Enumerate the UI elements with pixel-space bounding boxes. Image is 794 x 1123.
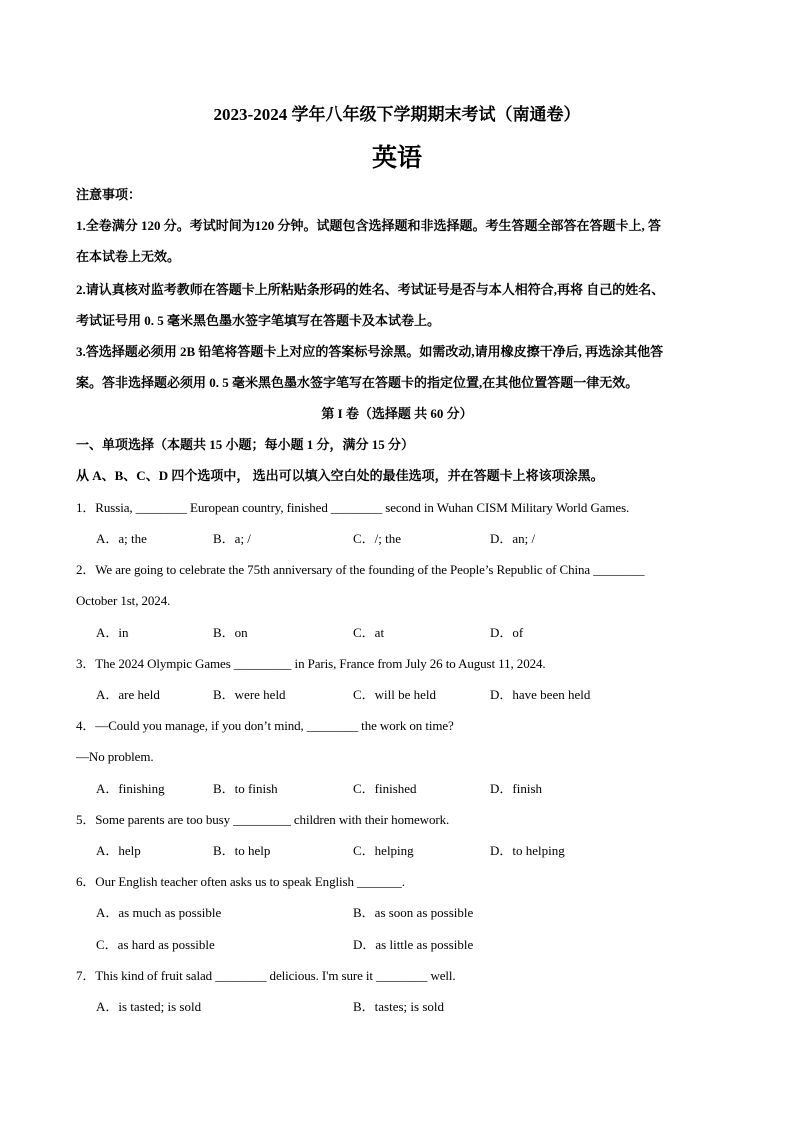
- q6-option-c[interactable]: C．as hard as possible: [96, 937, 215, 952]
- q5-option-c[interactable]: C．helping: [353, 843, 414, 858]
- question-6-stem: 6．Our English teacher often asks us to speak English _______.: [76, 874, 405, 889]
- question-2-stem-cont: October 1st, 2024.: [76, 593, 171, 608]
- q3-option-a[interactable]: A．are held: [96, 687, 160, 702]
- q6-option-d[interactable]: D．as little as possible: [353, 937, 474, 952]
- q5-option-d[interactable]: D．to helping: [490, 843, 565, 858]
- q3-option-b[interactable]: B．were held: [213, 687, 286, 702]
- notice-item-1: 1.全卷满分 120 分。考试时间为120 分钟。试题包含选择题和非选择题。考生答题全部答在答题卡上, 答: [76, 218, 662, 233]
- q5-option-b[interactable]: B．to help: [213, 843, 271, 858]
- q3-option-d[interactable]: D．have been held: [490, 687, 591, 702]
- notice-item-1-cont: 在本试卷上无效。: [76, 249, 181, 264]
- q5-option-a[interactable]: A．help: [96, 843, 141, 858]
- q1-option-c[interactable]: C．/; the: [353, 531, 402, 546]
- q6-option-a[interactable]: A．as much as possible: [96, 905, 222, 920]
- section-instruction: 从 A、B、C、D 四个选项中， 选出可以填入空白处的最佳选项，并在答题卡上将该项涂黑。: [76, 468, 604, 483]
- q4-option-d[interactable]: D．finish: [490, 781, 543, 796]
- q6-option-b[interactable]: B．as soon as possible: [353, 905, 474, 920]
- notice-item-2-cont: 考试证号用 0. 5 毫米黑色墨水签字笔填写在答题卡及本试卷上。: [76, 313, 441, 328]
- notice-item-3: 3.答选择题必须用 2B 铅笔将答题卡上对应的答案标号涂黑。如需改动,请用橡皮擦干净后, 再选涂其他答: [76, 344, 664, 359]
- notice-item-3-cont: 案。答非选择题必须用 0. 5 毫米黑色墨水签字笔写在答题卡的指定位置,在其他位置答题一律无效。: [76, 375, 639, 390]
- q4-option-b[interactable]: B．to finish: [213, 781, 278, 796]
- question-5-stem: 5．Some parents are too busy _________ children with their homework.: [76, 812, 450, 827]
- question-4-response: —No problem.: [76, 749, 154, 764]
- subject-title: 英语: [371, 143, 422, 172]
- q2-option-a[interactable]: A．in: [96, 625, 129, 640]
- question-3-stem: 3．The 2024 Olympic Games _________ in Paris, France from July 26 to August 11, 2024.: [76, 656, 546, 671]
- exam-title: 2023-2024 学年八年级下学期期末考试（南通卷）: [213, 105, 581, 124]
- q3-option-c[interactable]: C．will be held: [353, 687, 437, 702]
- q7-option-a[interactable]: A．is tasted; is sold: [96, 999, 202, 1014]
- q1-option-d[interactable]: D．an; /: [490, 531, 536, 546]
- q4-option-a[interactable]: A．finishing: [96, 781, 165, 796]
- question-7-stem: 7．This kind of fruit salad ________ delicious. I'm sure it ________ well.: [76, 968, 456, 983]
- part1-heading: 第 I 卷（选择题 共 60 分）: [321, 406, 473, 421]
- q2-option-c[interactable]: C．at: [353, 625, 385, 640]
- q2-option-d[interactable]: D．of: [490, 625, 524, 640]
- question-2-stem: 2．We are going to celebrate the 75th anniversary of the founding of the People’s Republic of China ________: [76, 562, 645, 577]
- q4-option-c[interactable]: C．finished: [353, 781, 417, 796]
- q2-option-b[interactable]: B．on: [213, 625, 248, 640]
- question-4-stem: 4．—Could you manage, if you don’t mind, ________ the work on time?: [76, 718, 454, 733]
- q7-option-b[interactable]: B．tastes; is sold: [353, 999, 445, 1014]
- notice-heading: 注意事项：: [76, 187, 142, 202]
- notice-item-2: 2.请认真核对监考教师在答题卡上所粘贴条形码的姓名、考试证号是否与本人相符合,再将 自己的姓名、: [76, 282, 665, 297]
- q1-option-a[interactable]: A．a; the: [96, 531, 147, 546]
- section-title: 一、单项选择（本题共 15 小题；每小题 1 分，满分 15 分）: [76, 437, 415, 452]
- question-1-stem: 1．Russia, ________ European country, finished ________ second in Wuhan CISM Military World Games.: [76, 500, 630, 515]
- q1-option-b[interactable]: B．a; /: [213, 531, 251, 546]
